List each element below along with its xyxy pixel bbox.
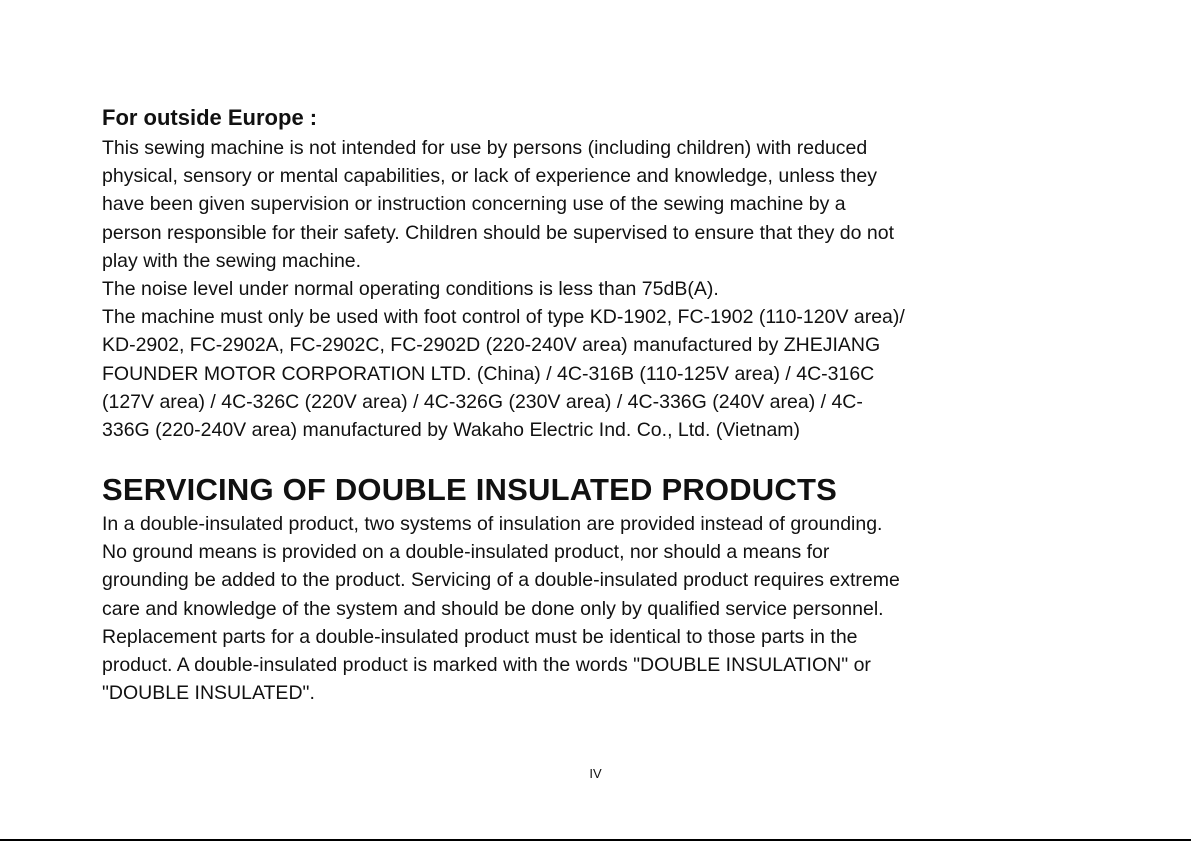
body-line: The noise level under normal operating conditions is less than 75dB(A). <box>102 278 719 301</box>
body-line: (127V area) / 4C-326C (220V area) / 4C-326G (230V area) / 4C-336G (240V area) / 4C- <box>102 390 863 413</box>
outside-europe-heading: For outside Europe : <box>102 105 318 130</box>
servicing-heading: SERVICING OF DOUBLE INSULATED PRODUCTS <box>102 472 837 507</box>
body-line: KD-2902, FC-2902A, FC-2902C, FC-2902D (220-240V area) manufactured by ZHEJIANG <box>102 334 881 357</box>
body-line: "DOUBLE INSULATED". <box>102 682 315 705</box>
body-line: have been given supervision or instruction concerning use of the sewing machine by a <box>102 193 846 216</box>
body-line: Replacement parts for a double-insulated product must be identical to those parts in the <box>102 625 858 648</box>
body-line: No ground means is provided on a double-insulated product, nor should a means for <box>102 541 830 564</box>
servicing-body <box>102 510 1102 707</box>
body-line: grounding be added to the product. Servicing of a double-insulated product requires extreme <box>102 569 900 592</box>
body-line: care and knowledge of the system and should be done only by qualified service personnel. <box>102 597 884 620</box>
body-line: play with the sewing machine. <box>102 249 362 272</box>
body-line: person responsible for their safety. Children should be supervised to ensure that they do not <box>102 221 895 244</box>
body-line: FOUNDER MOTOR CORPORATION LTD. (China) / 4C-316B (110-125V area) / 4C-316C <box>102 362 875 385</box>
page-number: IV <box>589 766 602 781</box>
body-line: product. A double-insulated product is marked with the words "DOUBLE INSULATION" or <box>102 654 871 677</box>
body-line: In a double-insulated product, two systems of insulation are provided instead of grounding. <box>102 513 883 535</box>
body-line: This sewing machine is not intended for use by persons (including children) with reduced <box>102 137 868 159</box>
body-line: 336G (220-240V area) manufactured by Wakaho Electric Ind. Co., Ltd. (Vietnam) <box>102 419 801 442</box>
outside-europe-body <box>102 134 1102 444</box>
body-line: physical, sensory or mental capabilities, or lack of experience and knowledge, unless they <box>102 165 878 188</box>
body-line: The machine must only be used with foot control of type KD-1902, FC-1902 (110-120V area)/ <box>102 306 905 329</box>
